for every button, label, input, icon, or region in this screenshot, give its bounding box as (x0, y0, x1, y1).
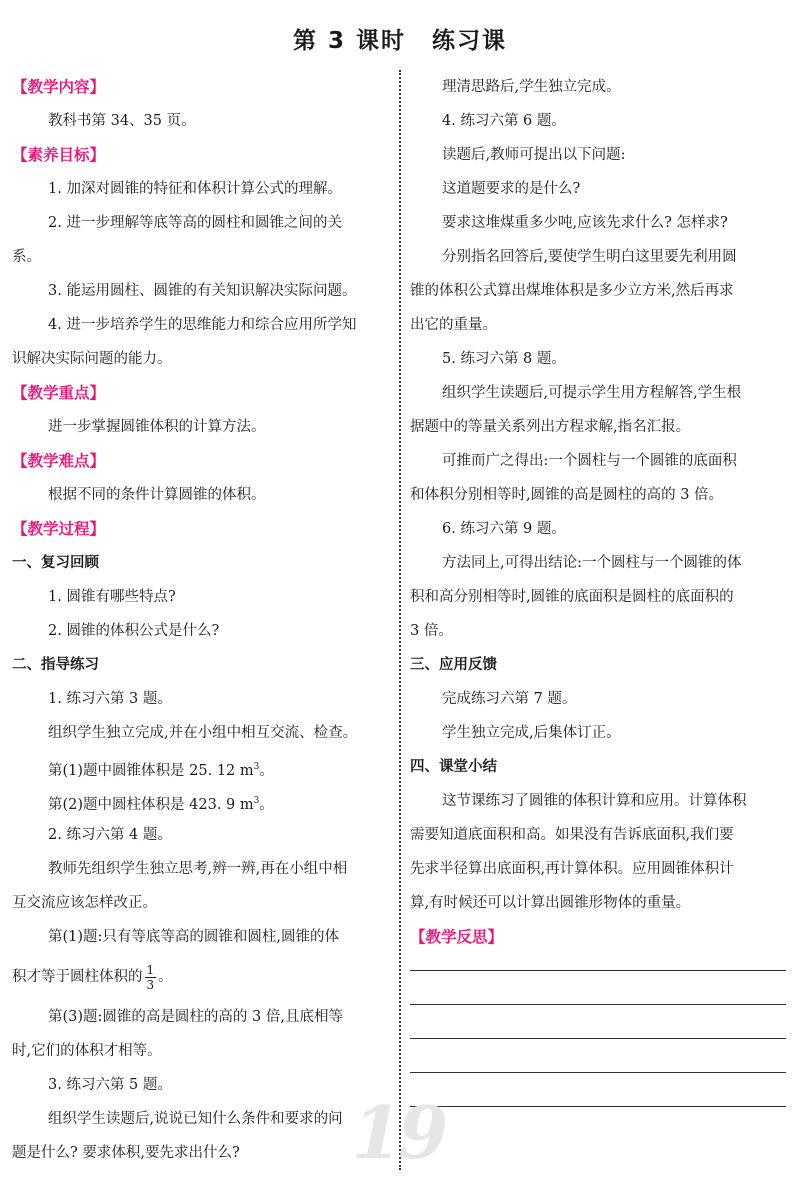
exercise-3-text-3-body: 第(2)题中圆柱体积是 423. 9 m (48, 796, 254, 813)
goal-3: 3. 能运用圆柱、圆锥的有关知识解决实际问题。 (48, 283, 357, 299)
page-number: 19 (352, 1090, 445, 1175)
section-process: 【教学过程】 (12, 520, 106, 538)
exercise-8-text-3: 可推而广之得出:一个圆柱与一个圆锥的底面积 (442, 453, 737, 469)
page-title (0, 22, 800, 55)
exercise-6: 4. 练习六第 6 题。 (442, 113, 566, 129)
exercise-3-text-2-body: 第(1)题中圆锥体积是 25. 12 m (48, 762, 254, 779)
exercise-5-text-1: 组织学生读题后,说说已知什么条件和要求的问 (48, 1111, 343, 1127)
difficulty-text: 根据不同的条件计算圆锥的体积。 (48, 487, 266, 503)
exercise-5: 3. 练习六第 5 题。 (48, 1077, 172, 1093)
reflection-writing-line (410, 1106, 786, 1107)
unit-exponent: 3 (253, 762, 260, 772)
fraction-numerator: 1 (146, 962, 155, 977)
period: 。 (158, 969, 173, 985)
heading-feedback: 三、应用反馈 (410, 657, 497, 673)
lesson-name: 练习课 (432, 28, 508, 54)
exercise-8-text-2: 据题中的等量关系列出方程求解,指名汇报。 (410, 419, 691, 435)
reflection-writing-line (410, 1004, 786, 1005)
content-text: 教科书第 34、35 页。 (48, 113, 196, 129)
exercise-6-text-4: 出它的重量。 (410, 317, 497, 333)
exercise-3-text-1: 组织学生独立完成,并在小组中相互交流、检查。 (48, 725, 358, 741)
summary-line-2: 需要知道底面积和高。如果没有告诉底面积,我们要 (410, 827, 734, 843)
exercise-9-text-1: 方法同上,可得出结论:一个圆柱与一个圆锥的体 (442, 555, 742, 571)
exercise-8: 5. 练习六第 8 题。 (442, 351, 566, 367)
exercise-4-text-4-body: 积才等于圆柱体积的 (12, 969, 143, 985)
exercise-4-text-1: 教师先组织学生独立思考,辨一辨,再在小组中相 (48, 861, 348, 877)
exercise-6-text-2: 分别指名回答后,要使学生明白这里要先利用圆 (442, 249, 737, 265)
section-key-points: 【教学重点】 (12, 384, 106, 402)
goal-4-line-2: 识解决实际问题的能力。 (12, 351, 172, 367)
exercise-9: 6. 练习六第 9 题。 (442, 521, 566, 537)
period: 。 (259, 796, 274, 813)
fraction-denominator: 3 (146, 977, 155, 992)
exercise-6-question-1: 这道题要求的是什么? (442, 181, 581, 197)
feedback-1: 完成练习六第 7 题。 (442, 691, 577, 707)
exercise-5-text-3: 理清思路后,学生独立完成。 (442, 79, 621, 95)
feedback-2: 学生独立完成,后集体订正。 (442, 725, 621, 741)
review-1: 1. 圆锥有哪些特点? (48, 589, 176, 605)
key-point-text: 进一步掌握圆锥体积的计算方法。 (48, 419, 266, 435)
exercise-9-text-3: 3 倍。 (410, 623, 453, 639)
exercise-4: 2. 练习六第 4 题。 (48, 827, 172, 843)
exercise-4-text-5: 第(3)题:圆锥的高是圆柱的高的 3 倍,且底相等 (48, 1009, 343, 1025)
exercise-8-text-4: 和体积分别相等时,圆锥的高是圆柱的高的 3 倍。 (410, 487, 724, 503)
section-goals: 【素养目标】 (12, 146, 106, 164)
exercise-6-text-1: 读题后,教师可提出以下问题: (442, 147, 626, 163)
heading-summary: 四、课堂小结 (410, 759, 497, 775)
goal-2-line-2: 系。 (12, 249, 41, 265)
exercise-3-text-2 (12, 750, 390, 784)
summary-line-3: 先求半径算出底面积,再计算体积。应用圆锥体积计 (410, 861, 734, 877)
section-difficulties: 【教学难点】 (12, 452, 106, 470)
exercise-8-text-1: 组织学生读题后,可提示学生用方程解答,学生根 (442, 385, 742, 401)
exercise-5-text-2: 题是什么? 要求体积,要先求出什么? (12, 1145, 240, 1161)
section-teaching-content: 【教学内容】 (12, 78, 106, 96)
goal-1: 1. 加深对圆锥的特征和体积计算公式的理解。 (48, 181, 342, 197)
exercise-4-text-4 (12, 954, 390, 1000)
exercise-3: 1. 练习六第 3 题。 (48, 691, 172, 707)
lesson-number: 第 3 课时 (292, 28, 407, 54)
period: 。 (259, 762, 274, 779)
left-column (12, 70, 390, 1170)
summary-line-1: 这节课练习了圆锥的体积计算和应用。计算体积 (442, 793, 747, 809)
summary-line-4: 算,有时候还可以计算出圆锥形物体的重量。 (410, 895, 691, 911)
goal-2-line-1: 2. 进一步理解等底等高的圆柱和圆锥之间的关 (48, 215, 342, 231)
heading-review: 一、复习回顾 (12, 555, 99, 571)
reflection-writing-line (410, 970, 786, 971)
fraction-one-third (145, 963, 157, 992)
column-divider (399, 70, 403, 1170)
right-column (410, 70, 790, 954)
exercise-3-text-3 (12, 784, 390, 818)
exercise-4-text-3: 第(1)题:只有等底等高的圆锥和圆柱,圆锥的体 (48, 929, 340, 945)
section-reflection: 【教学反思】 (410, 928, 504, 946)
goal-4-line-1: 4. 进一步培养学生的思维能力和综合应用所学知 (48, 317, 357, 333)
exercise-9-text-2: 积和高分别相等时,圆锥的底面积是圆柱的底面积的 (410, 589, 734, 605)
reflection-writing-line (410, 1038, 786, 1039)
review-2: 2. 圆锥的体积公式是什么? (48, 623, 220, 639)
exercise-4-text-6: 时,它们的体积才相等。 (12, 1043, 162, 1059)
exercise-4-text-2: 互交流应该怎样改正。 (12, 895, 157, 911)
reflection-writing-line (410, 1072, 786, 1073)
heading-guided-practice: 二、指导练习 (12, 657, 99, 673)
unit-exponent: 3 (253, 796, 260, 806)
exercise-6-question-2: 要求这堆煤重多少吨,应该先求什么? 怎样求? (442, 215, 728, 231)
exercise-6-text-3: 锥的体积公式算出煤堆体积是多少立方米,然后再求 (410, 283, 734, 299)
